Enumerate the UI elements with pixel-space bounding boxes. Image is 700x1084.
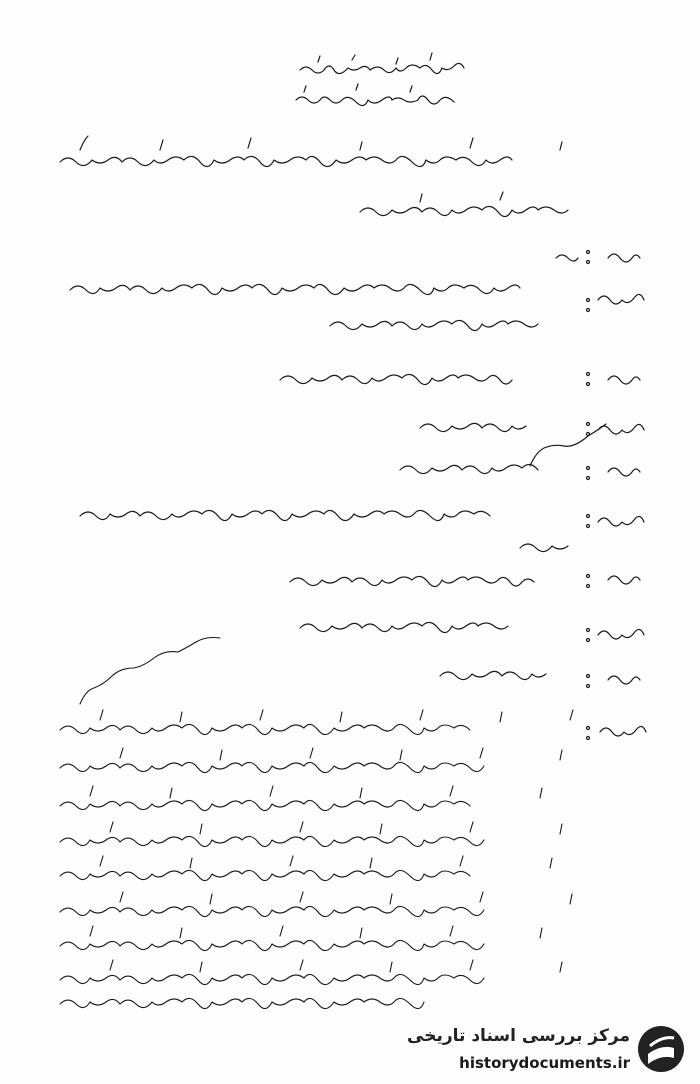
header-line-1 (300, 53, 464, 74)
speaker-labels (587, 251, 647, 740)
intro-paragraph (60, 136, 568, 217)
header-line-2 (296, 84, 454, 106)
final-paragraph (60, 638, 573, 1009)
watermark-url: historydocuments.ir (459, 1054, 630, 1072)
watermark-title: مرکز بررسی اسناد تاریخی (407, 1026, 630, 1046)
book-logo-icon (636, 1024, 686, 1074)
dialogue-lines (70, 255, 606, 680)
watermark (402, 1020, 692, 1078)
